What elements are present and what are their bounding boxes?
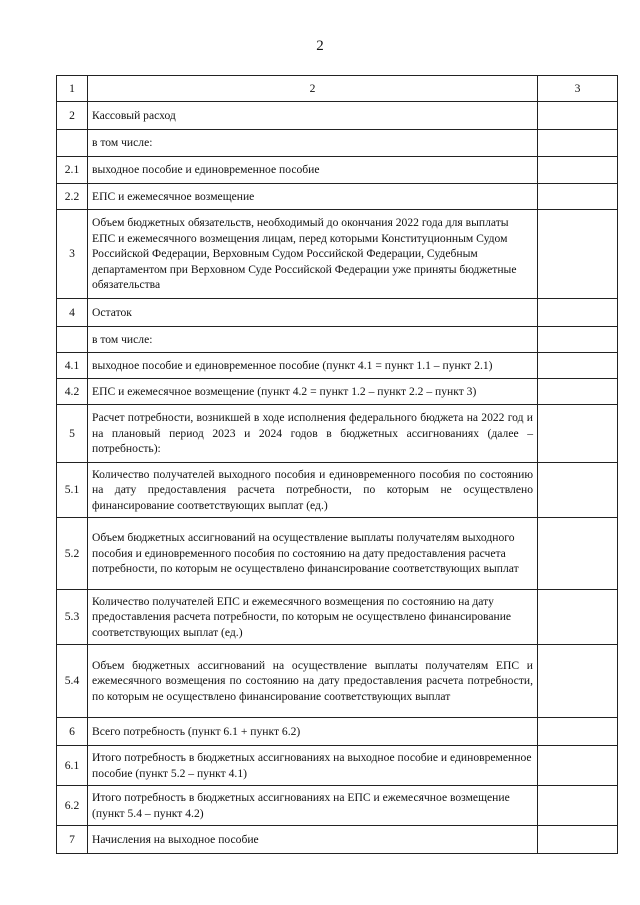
row-value xyxy=(538,327,618,353)
row-number: 5.3 xyxy=(57,590,88,645)
table-row xyxy=(57,405,618,463)
row-value xyxy=(538,463,618,518)
header-col-2: 2 xyxy=(88,76,538,102)
table-row xyxy=(57,645,618,718)
row-text: Количество получателей выходного пособия и единовременного пособия по состоянию на дату предоставления расчета потребности, по которым не осуществлено финансирование соответствующих выплат (ед.) xyxy=(88,463,538,518)
row-number: 2 xyxy=(57,102,88,130)
row-number: 6 xyxy=(57,718,88,746)
row-value xyxy=(538,826,618,854)
calculation-table xyxy=(56,75,618,854)
table-row xyxy=(57,157,618,184)
table-row xyxy=(57,327,618,353)
row-text: выходное пособие и единовременное пособие xyxy=(88,157,538,184)
row-text: Начисления на выходное пособие xyxy=(88,826,538,854)
row-text: Итого потребность в бюджетных ассигнованиях на выходное пособие и единовременное пособие (пункт 5.2 – пункт 4.1) xyxy=(88,746,538,786)
row-text: ЕПС и ежемесячное возмещение xyxy=(88,184,538,210)
row-value xyxy=(538,379,618,405)
row-number: 7 xyxy=(57,826,88,854)
row-text: Объем бюджетных ассигнований на осуществление выплаты получателям ЕПС и ежемесячного возмещения по состоянию на дату предоставления расчета потребности, по которым не осуществлено финансирование соответствующих выплат xyxy=(88,645,538,718)
row-number: 5.1 xyxy=(57,463,88,518)
table-row xyxy=(57,210,618,299)
row-value xyxy=(538,718,618,746)
row-number: 5 xyxy=(57,405,88,463)
table-row xyxy=(57,353,618,379)
table-row xyxy=(57,826,618,854)
table-row xyxy=(57,379,618,405)
row-number xyxy=(57,327,88,353)
row-text: Всего потребность (пункт 6.1 + пункт 6.2) xyxy=(88,718,538,746)
table-row xyxy=(57,102,618,130)
row-text: Объем бюджетных обязательств, необходимый до окончания 2022 года для выплаты ЕПС и ежемесячного возмещения лицам, перед которыми Конституционным Судом Российской Федерации, Верховным Судом Российской Федерации, Судебным департаментом при Верховном Суде Российской Федерации уже приняты бюджетные обязательства xyxy=(88,210,538,299)
row-text: Количество получателей ЕПС и ежемесячного возмещения по состоянию на дату предоставления расчета потребности, по которым не осуществлено финансирование соответствующих выплат (ед.) xyxy=(88,590,538,645)
row-number: 5.2 xyxy=(57,518,88,590)
row-text: Расчет потребности, возникшей в ходе исполнения федерального бюджета на 2022 год и на плановый период 2023 и 2024 годов в бюджетных ассигнованиях (далее – потребность): xyxy=(88,405,538,463)
row-number: 3 xyxy=(57,210,88,299)
row-value xyxy=(538,184,618,210)
table-row xyxy=(57,130,618,157)
table-header-row xyxy=(57,76,618,102)
row-number: 6.1 xyxy=(57,746,88,786)
page-number: 2 xyxy=(316,38,324,54)
row-text: Объем бюджетных ассигнований на осуществление выплаты получателям выходного пособия и единовременного пособия по состоянию на дату предоставления расчета потребности, по которым не осуществлено финансирование соответствующих выплат xyxy=(88,518,538,590)
table-row xyxy=(57,746,618,786)
header-col-1: 1 xyxy=(57,76,88,102)
table-row xyxy=(57,463,618,518)
row-number: 2.1 xyxy=(57,157,88,184)
row-value xyxy=(538,518,618,590)
row-text: в том числе: xyxy=(88,327,538,353)
table-row xyxy=(57,786,618,826)
row-value xyxy=(538,590,618,645)
row-number: 4.1 xyxy=(57,353,88,379)
table-row xyxy=(57,590,618,645)
row-value xyxy=(538,299,618,327)
row-value xyxy=(538,353,618,379)
row-value xyxy=(538,786,618,826)
row-number: 6.2 xyxy=(57,786,88,826)
row-value xyxy=(538,157,618,184)
row-number: 2.2 xyxy=(57,184,88,210)
row-number: 4 xyxy=(57,299,88,327)
row-text: Кассовый расход xyxy=(88,102,538,130)
row-value xyxy=(538,210,618,299)
table-row xyxy=(57,184,618,210)
row-text: выходное пособие и единовременное пособие (пункт 4.1 = пункт 1.1 – пункт 2.1) xyxy=(88,353,538,379)
row-value xyxy=(538,405,618,463)
row-number xyxy=(57,130,88,157)
row-value xyxy=(538,102,618,130)
header-col-3: 3 xyxy=(538,76,618,102)
row-text: ЕПС и ежемесячное возмещение (пункт 4.2 = пункт 1.2 – пункт 2.2 – пункт 3) xyxy=(88,379,538,405)
table-row xyxy=(57,299,618,327)
table-row xyxy=(57,718,618,746)
row-text: Итого потребность в бюджетных ассигнованиях на ЕПС и ежемесячное возмещение (пункт 5.4 – пункт 4.2) xyxy=(88,786,538,826)
row-number: 5.4 xyxy=(57,645,88,718)
row-text: Остаток xyxy=(88,299,538,327)
row-value xyxy=(538,746,618,786)
row-value xyxy=(538,645,618,718)
row-value xyxy=(538,130,618,157)
row-text: в том числе: xyxy=(88,130,538,157)
row-number: 4.2 xyxy=(57,379,88,405)
table-row xyxy=(57,518,618,590)
